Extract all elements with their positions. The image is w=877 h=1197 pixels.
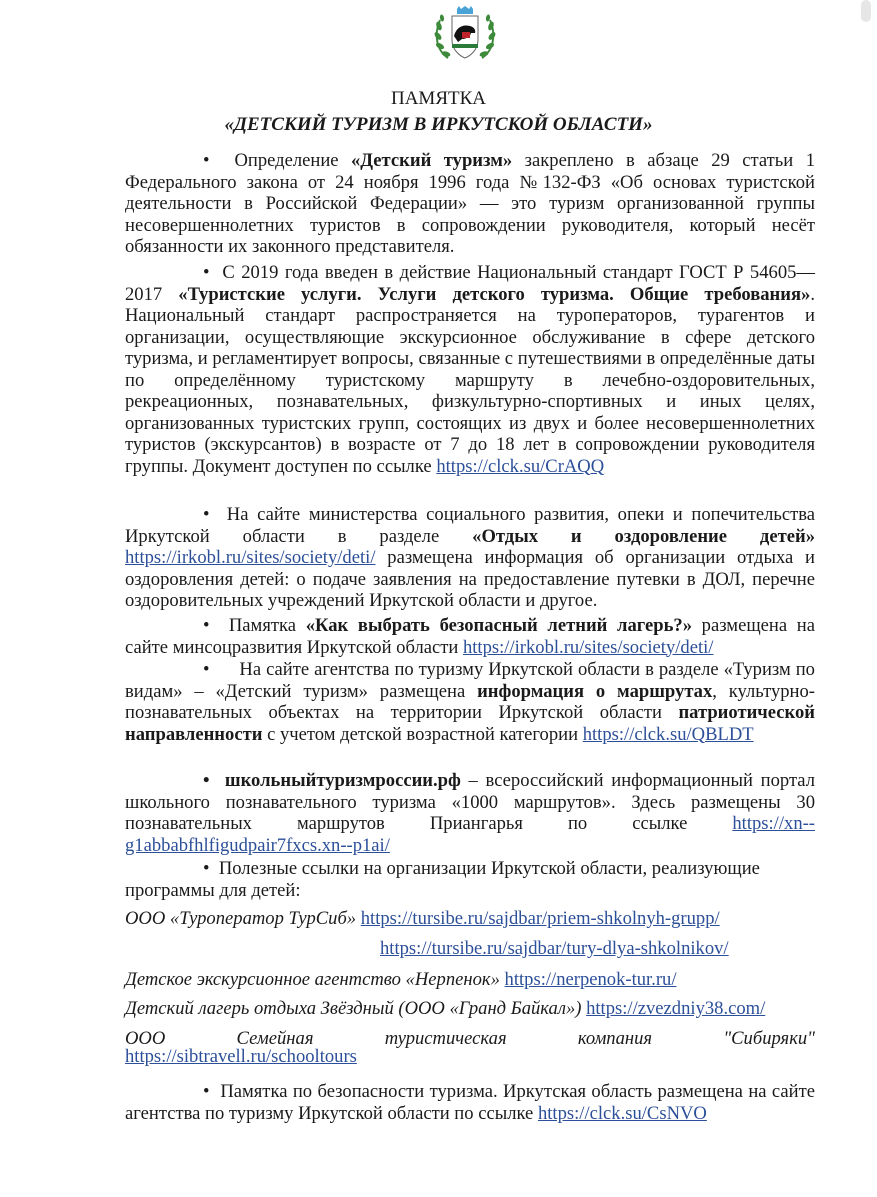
bullet: • — [203, 615, 229, 636]
link-standard[interactable]: https://clck.su/CrAQQ — [436, 455, 605, 477]
paragraph-camp-memo: • Памятка «Как выбрать безопасный летний лагерь?» размещена на сайте минсоцразвития Иркутской области https://irkobl.ru/sites/society/deti/ — [125, 615, 815, 658]
link-sibiryaki[interactable]: https://sibtravell.ru/schooltours — [125, 1045, 357, 1067]
bullet: • — [203, 150, 235, 171]
org-nerpenok — [125, 969, 815, 991]
paragraph-definition: • Определение «Детский туризм» закреплено в абзаце 29 статьи 1 Федерального закона от 24 ноября 1996 года №132-ФЗ «Об основах туристской деятельности в Российской Федерации» — это туризм организованной группы несовершеннолетних туристов в сопровождении руководителя, который несёт обязанности их законного представителя. — [125, 150, 815, 257]
org-name: Детское экскурсионное агентство «Нерпенок» — [125, 969, 500, 990]
link-tursib-2[interactable]: https://tursibe.ru/sajdbar/tury-dlya-shkolnikov/ — [380, 938, 729, 959]
bullet: • — [203, 858, 219, 879]
org-name: ООО «Туроператор ТурСиб» — [125, 908, 357, 929]
org-tursib — [125, 908, 815, 930]
org-tursib-link2 — [380, 938, 877, 960]
link-routes[interactable]: https://clck.su/QBLDT — [582, 723, 754, 745]
bullet: • — [203, 1081, 221, 1102]
link-ministry[interactable]: https://irkobl.ru/sites/society/deti/ — [125, 547, 376, 568]
link-school-tourism[interactable]: https://xn--g1abbabfhlfigudpair7fxcs.xn--p1ai/ — [125, 813, 815, 856]
bullet: • — [203, 262, 223, 283]
org-name: ООО Семейная туристическая компания "Сибиряки" — [125, 1028, 815, 1049]
bullet: • — [203, 659, 240, 680]
bullet: • — [203, 770, 225, 791]
paragraph-safety-memo: • Памятка по безопасности туризма. Иркутская область размещена на сайте агентства по туризму Иркутской области по ссылке https://clck.su/CsNVO — [125, 1081, 815, 1124]
link-zvezdniy[interactable]: https://zvezdniy38.com/ — [586, 998, 766, 1019]
org-name: Детский лагерь отдыха Звёздный (ООО «Гранд Байкал») — [125, 998, 582, 1019]
paragraph-useful-links: • Полезные ссылки на организации Иркутской области, реализующие программы для детей: — [125, 858, 760, 901]
org-zvezdniy — [125, 998, 815, 1020]
paragraph-school-tourism: • школьныйтуризмроссии.рф – всероссийский информационный портал школьного познавательного туризма «1000 маршрутов». Здесь размещены 30 познавательных маршрутов Приангарья по ссылке https://xn--g1abbabfhlfigudpair7fxcs.xn--p1ai/ — [125, 770, 815, 856]
scrollbar-thumb[interactable] — [861, 0, 871, 22]
document-subtitle: «ДЕТСКИЙ ТУРИЗМ В ИРКУТСКОЙ ОБЛАСТИ» — [224, 114, 653, 135]
irkutsk-coat-of-arms-icon — [430, 6, 500, 66]
link-camp-memo[interactable]: https://irkobl.ru/sites/society/deti/ — [462, 636, 714, 658]
link-nerpenok[interactable]: https://nerpenok-tur.ru/ — [504, 969, 677, 990]
paragraph-agency-routes: • На сайте агентства по туризму Иркутской области в разделе «Туризм по видам» – «Детский туризм» размещена информация о маршрутах, культурно-познавательных объектах на территории Иркутской области патриотической направленности с учетом детской возрастной категории https://clck.su/QBLDT — [125, 659, 815, 745]
document-title: ПАМЯТКА — [390, 88, 486, 109]
paragraph-ministry: • На сайте министерства социального развития, опеки и попечительства Иркутской области в разделе «Отдых и оздоровление детей» https://irkobl.ru/sites/society/deti/ размещена информация об организации отдыха и оздоровления детей: о подаче заявления на предоставление путевки в ДОЛ, перечне оздоровительных учреждений Иркутской области и другое. — [125, 504, 815, 611]
link-tursib-1[interactable]: https://tursibe.ru/sajdbar/priem-shkolnyh-grupp/ — [360, 908, 720, 929]
link-safety-memo[interactable]: https://clck.su/CsNVO — [537, 1102, 707, 1124]
paragraph-standard: • С 2019 года введен в действие Национальный стандарт ГОСТ Р 54605— 2017 «Туристские услуги. Услуги детского туризма. Общие требования». Национальный стандарт распространяется на туроператоров, турагентов и организации, осуществляющие экскурсионное обслуживание в сфере детского туризма, и регламентирует вопросы, связанные с путешествиями в определённые даты по определённому туристскому маршруту в лечебно-оздоровительных, рекреационных, познавательных, физкультурно-спортивных и иных целях, организованных туристских групп, состоящих из двух и более несовершеннолетних туристов (экскурсантов) в возрасте от 7 до 18 лет в сопровождении руководителя группы. Документ доступен по ссылке https://clck.su/CrAQQ — [125, 262, 816, 477]
org-sibiryaki — [125, 1028, 815, 1067]
bullet: • — [203, 504, 227, 525]
